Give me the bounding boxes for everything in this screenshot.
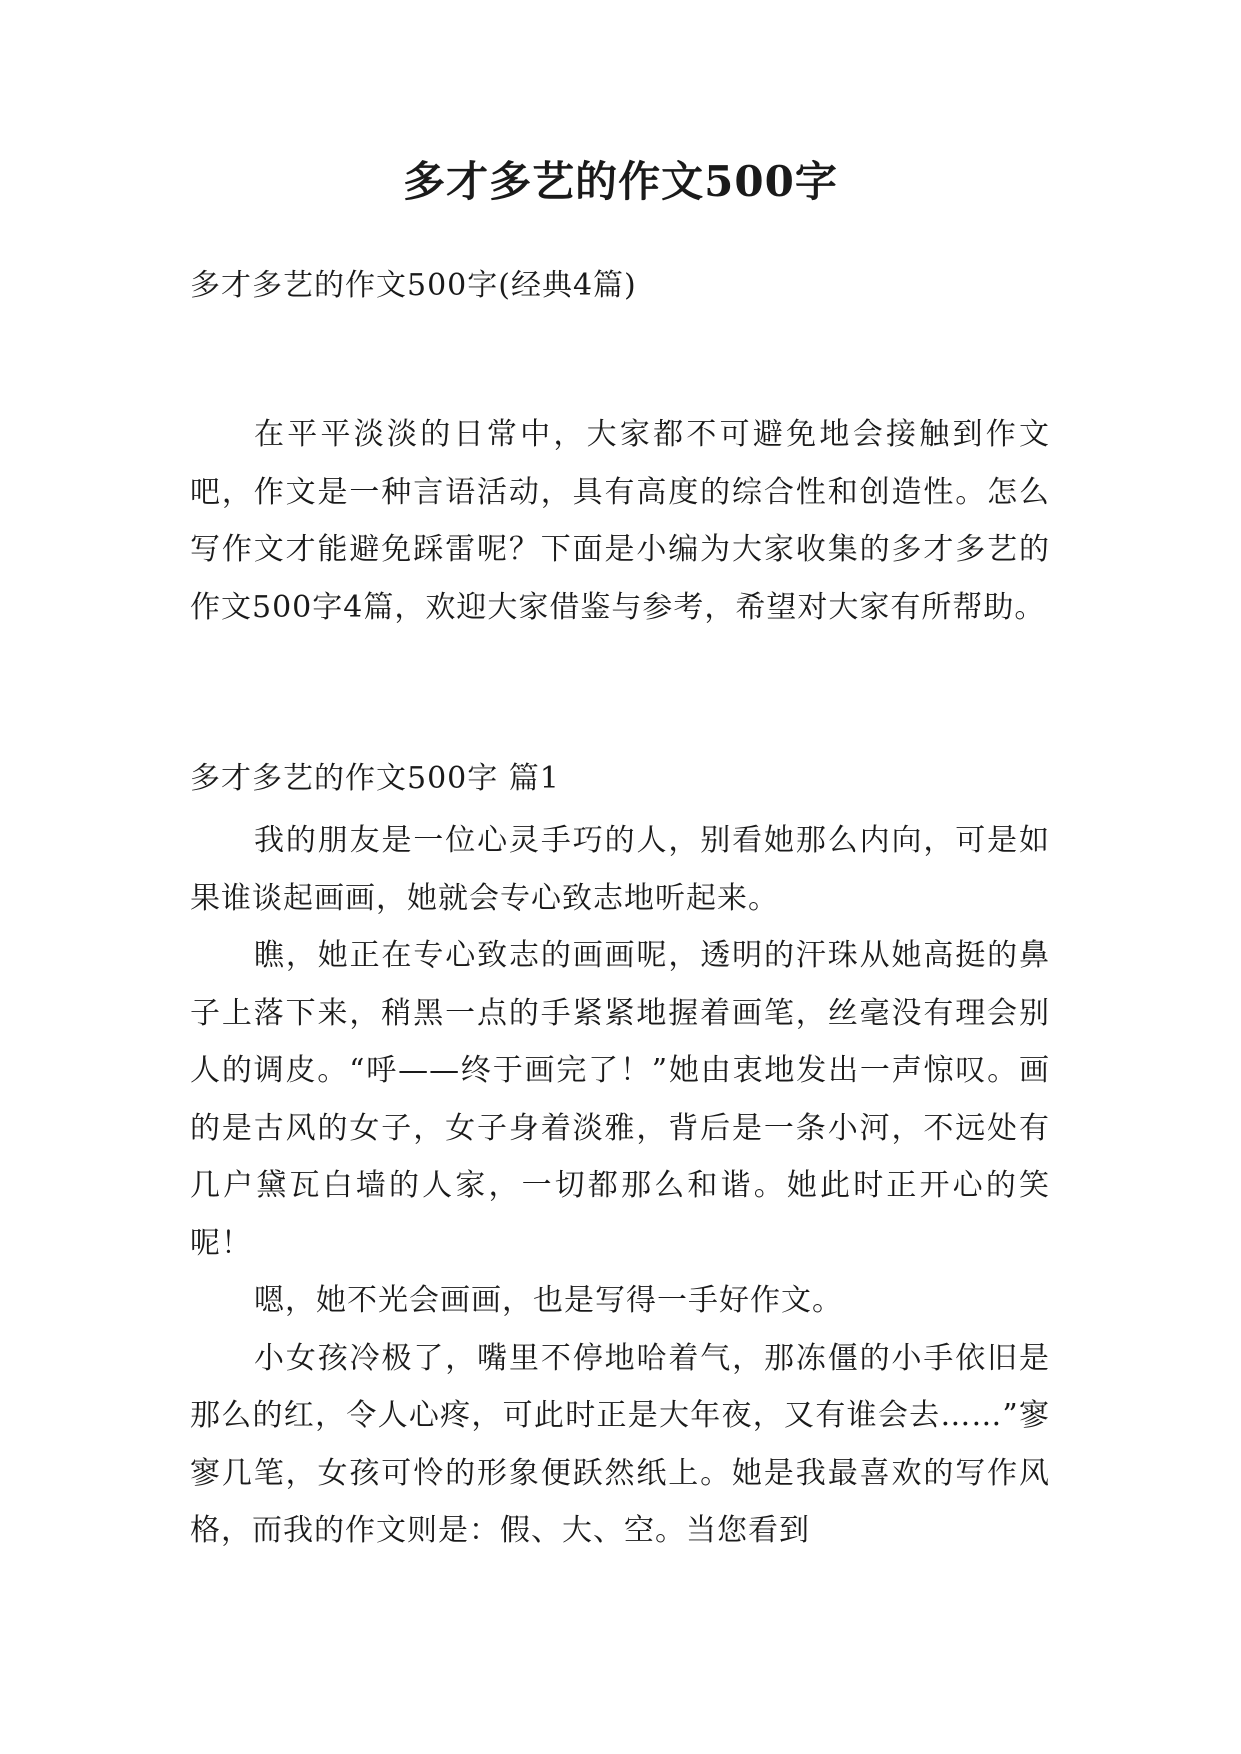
section-heading: 多才多艺的作文500字 篇1 (190, 761, 560, 796)
body-paragraph: 我的朋友是一位心灵手巧的人，别看她那么内向，可是如果谁谈起画画，她就会专心致志地听起来。 (190, 823, 1050, 916)
section-body (190, 812, 1050, 1560)
body-paragraph: 小女孩冷极了，嘴里不停地哈着气，那冻僵的小手依旧是那么的红，令人心疼，可此时正是大年夜，又有谁会去……”寥寥几笔，女孩可怜的形象便跃然纸上。她是我最喜欢的写作风格，而我的作文则是：假、大、空。当您看到 (190, 1340, 1050, 1548)
intro-paragraph: 在平平淡淡的日常中，大家都不可避免地会接触到作文吧，作文是一种言语活动，具有高度的综合性和创造性。怎么写作文才能避免踩雷呢？下面是小编为大家收集的多才多艺的作文500字4篇，欢迎大家借鉴与参考，希望对大家有所帮助。 (190, 417, 1050, 625)
document-title: 多才多艺的作文500字 (403, 157, 838, 206)
body-paragraph: 瞧，她正在专心致志的画画呢，透明的汗珠从她高挺的鼻子上落下来，稍黑一点的手紧紧地握着画笔，丝毫没有理会别人的调皮。“呼——终于画完了！”她由衷地发出一声惊叹。画的是古风的女子，女子身着淡雅，背后是一条小河，不远处有几户黛瓦白墙的人家，一切都那么和谐。她此时正开心的笑呢！ (190, 938, 1050, 1261)
body-paragraph: 嗯，她不光会画画，也是写得一手好作文。 (254, 1283, 843, 1318)
document-subtitle: 多才多艺的作文500字(经典4篇) (190, 268, 637, 303)
